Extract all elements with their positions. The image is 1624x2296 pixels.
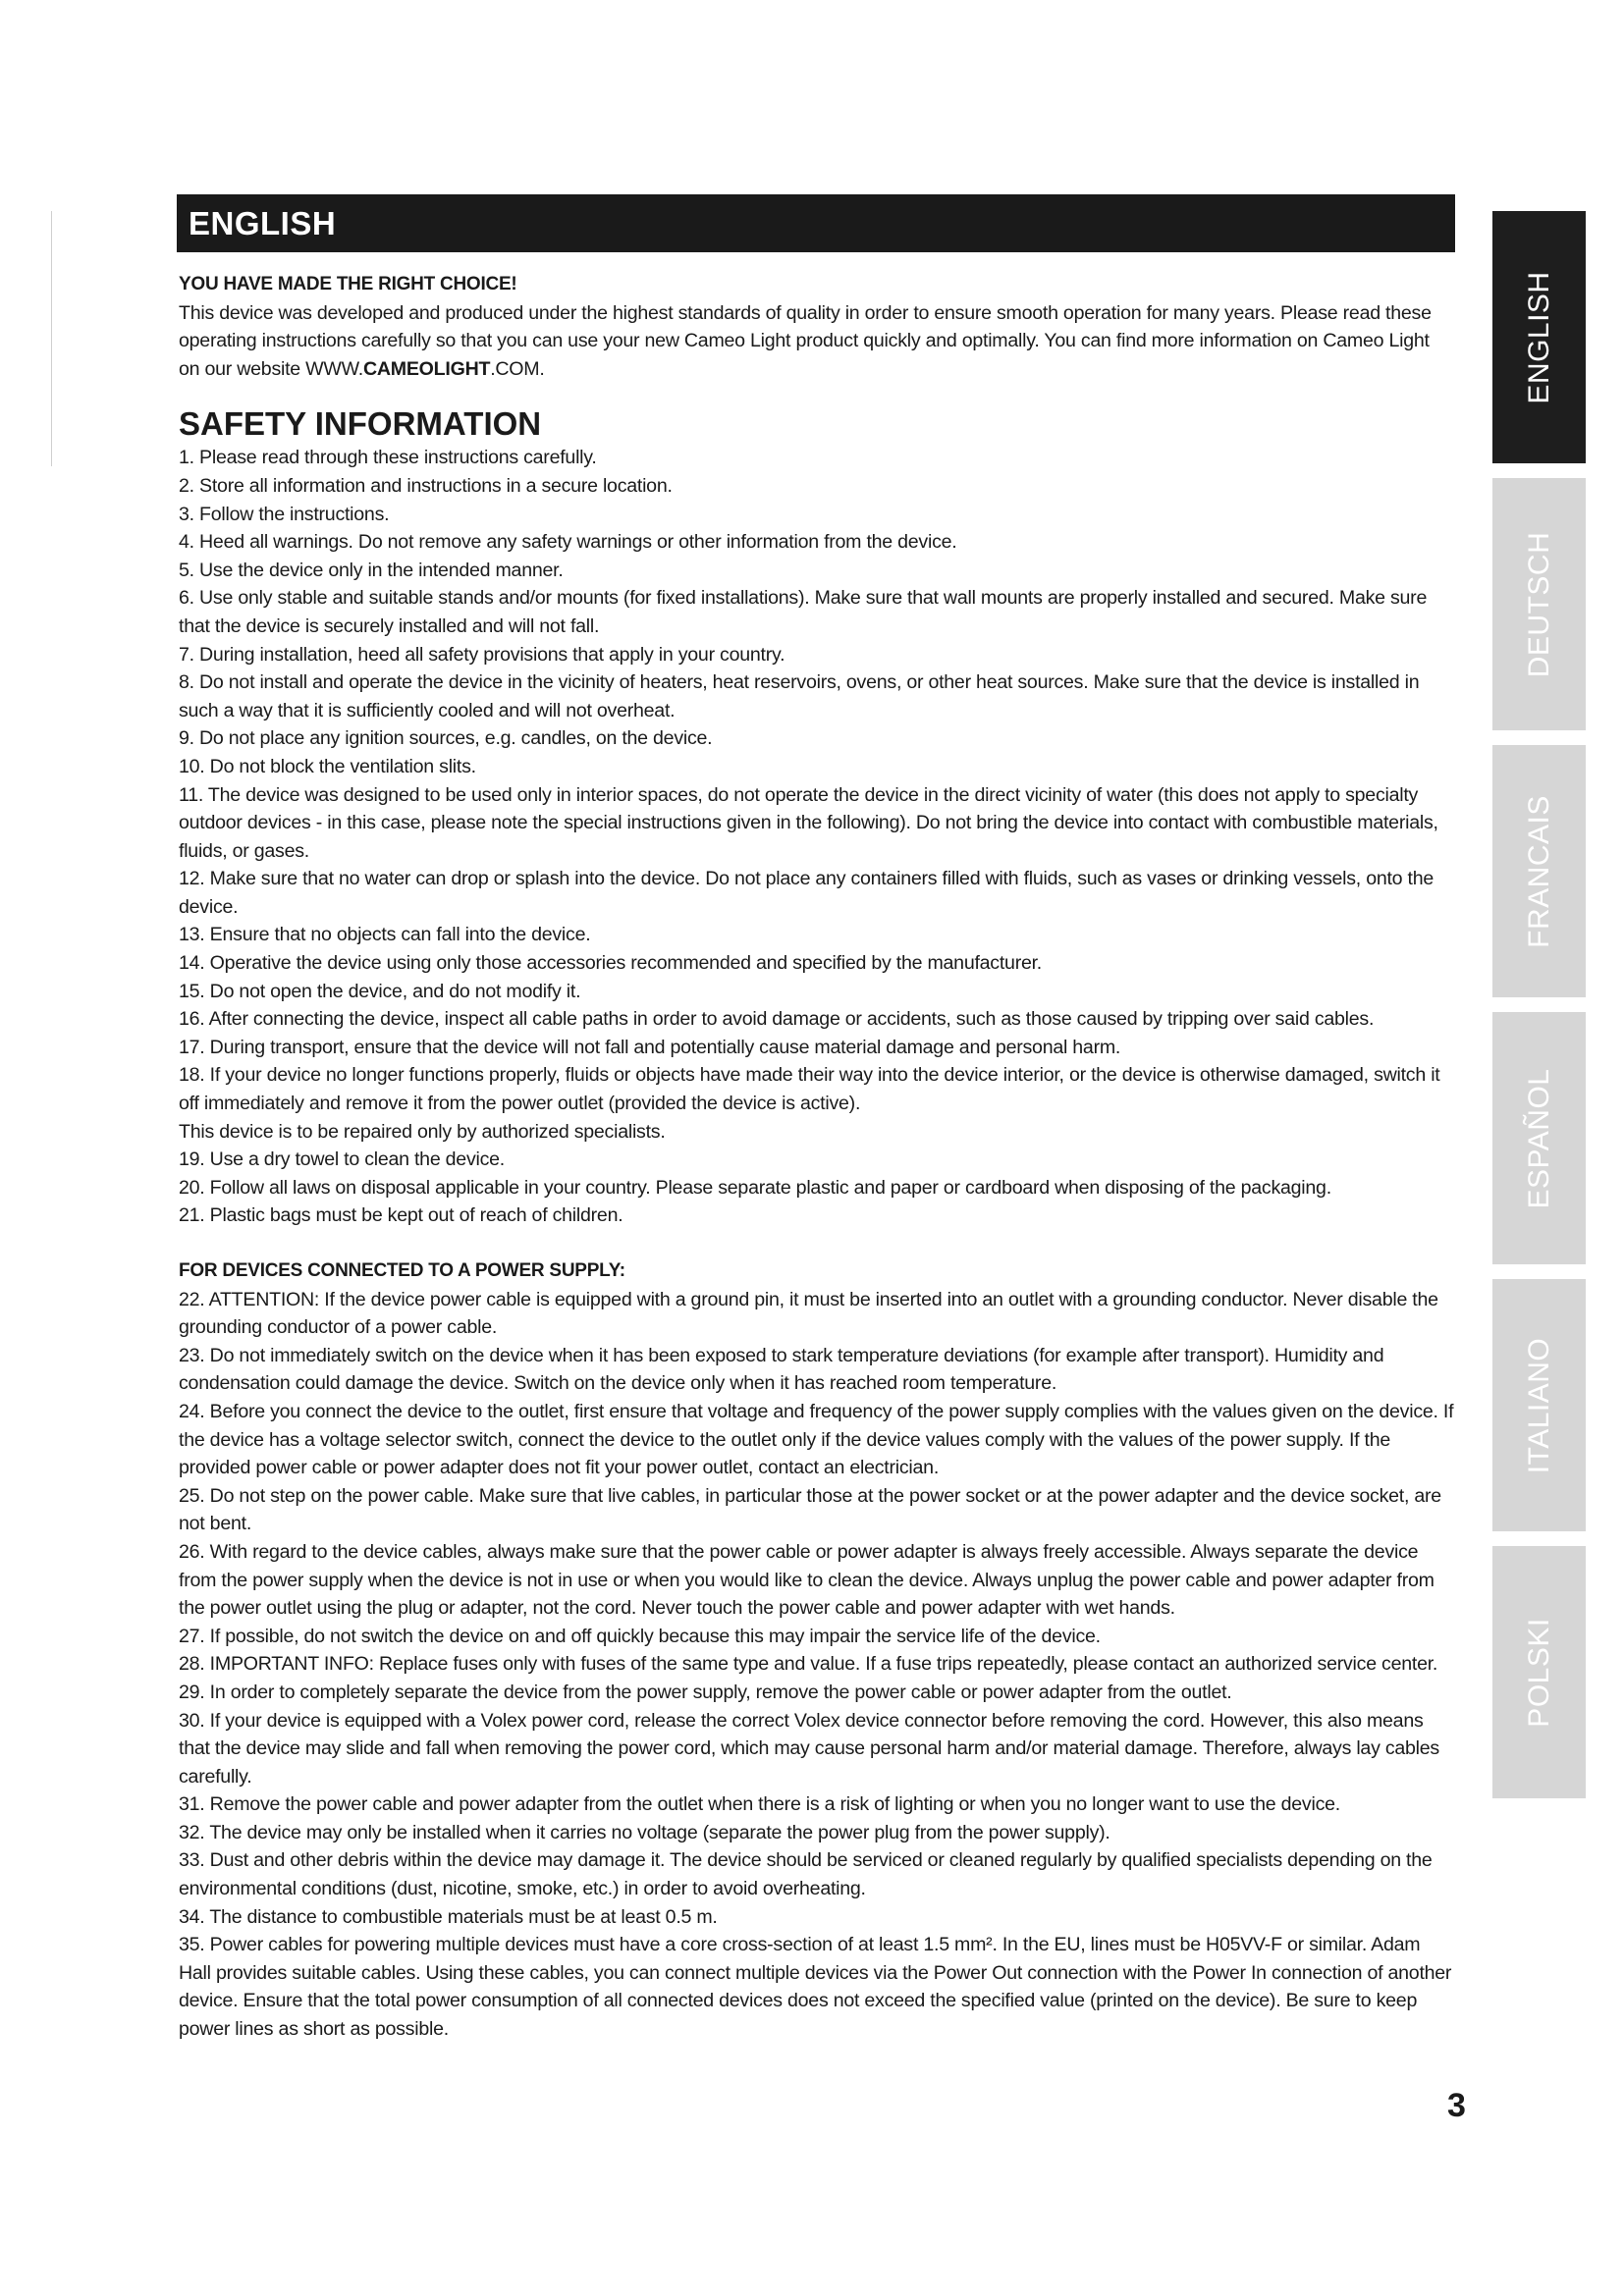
power-item: 32. The device may only be installed when it carries no voltage (separate the power plug from the power supply). — [179, 1821, 1110, 1843]
tab-english-label: ENGLISH — [1522, 270, 1555, 404]
section-gap — [179, 1230, 1455, 1257]
safety-title: SAFETY INFORMATION — [179, 405, 542, 443]
power-heading: FOR DEVICES CONNECTED TO A POWER SUPPLY: — [179, 1260, 625, 1281]
power-item: 35. Power cables for powering multiple devices must have a core cross-section of at least 1.5 mm². In the EU, lines must be H05VV-F or similar. Adam Hall provides suitable cables. Using these cables, you can connect multiple devices via the Power Out connection with the Power In connection of another device. Ensure that the total power consumption of all connected devices does not exceed the specified value (printed on the device). Be sure to keep power lines as short as possible. — [179, 1934, 1452, 2041]
power-item: 34. The distance to combustible materials must be at least 0.5 m. — [179, 1905, 718, 1928]
language-header-title: ENGLISH — [189, 205, 337, 241]
intro-heading: YOU HAVE MADE THE RIGHT CHOICE! — [179, 274, 517, 294]
power-item: 24. Before you connect the device to the outlet, first ensure that voltage and frequency of the power supply complies with the values given on the device. If the device has a voltage selector switch, connect the device to the outlet only if the device values comply with the values of the power supply. If the provided power cable or power adapter does not fit your power outlet, contact an electrician. — [179, 1400, 1454, 1479]
tab-english[interactable] — [1492, 211, 1586, 463]
power-item: 31. Remove the power cable and power adapter from the outlet when there is a risk of lighting or when you no longer want to use the device. — [179, 1793, 1340, 1816]
safety-item: 16. After connecting the device, inspect all cable paths in order to avoid damage or accidents, such as those caused by tripping over said cables. — [179, 1008, 1375, 1031]
safety-item: This device is to be repaired only by authorized specialists. — [179, 1120, 666, 1143]
safety-item: 8. Do not install and operate the device in the vicinity of heaters, heat reservoirs, ovens, or other heat sources. Make sure that the device is installed in such a way that it is sufficiently cooled and will not overheat. — [179, 671, 1420, 721]
safety-item: 4. Heed all warnings. Do not remove any safety warnings or other information from the device. — [179, 531, 957, 554]
safety-item: 15. Do not open the device, and do not modify it. — [179, 980, 581, 1002]
safety-item: 10. Do not block the ventilation slits. — [179, 755, 476, 777]
safety-item: 9. Do not place any ignition sources, e.g. candles, on the device. — [179, 727, 713, 750]
tab-deutsch-label: DEUTSCH — [1522, 531, 1555, 677]
power-item: 25. Do not step on the power cable. Make sure that live cables, in particular those at the power socket or at the power adapter and the device socket, are not bent. — [179, 1484, 1441, 1535]
tab-francais-label: FRANCAIS — [1522, 794, 1555, 948]
power-item: 27. If possible, do not switch the device on and off quickly because this may impair the service life of the device. — [179, 1625, 1101, 1647]
safety-item: 1. Please read through these instructions carefully. — [179, 447, 597, 469]
tab-polski[interactable] — [1492, 1546, 1586, 1798]
safety-item: 14. Operative the device using only those accessories recommended and specified by the manufacturer. — [179, 952, 1043, 975]
power-item: 26. With regard to the device cables, always make sure that the power cable or power adapter is always freely accessible. Always separate the device from the power supply when the device is not in use or when you would like to clean the device. Always unplug the power cable and power adapter from the power outlet using the plug or adapter, not the cord. Never touch the power cable and power adapter with wet hands. — [179, 1540, 1435, 1620]
safety-item: 12. Make sure that no water can drop or splash into the device. Do not place any containers filled with fluids, such as vases or drinking vessels, onto the device. — [179, 868, 1435, 918]
page-number: 3 — [1447, 2087, 1466, 2124]
safety-item: 6. Use only stable and suitable stands and/or mounts (for fixed installations). Make sure that wall mounts are properly installed and secured. Make sure that the device is securely installed and will not fall. — [179, 587, 1428, 637]
page-content — [179, 271, 1455, 2044]
language-header — [177, 194, 1455, 252]
safety-item: 2. Store all information and instructions in a secure location. — [179, 474, 673, 497]
safety-item: 11. The device was designed to be used only in interior spaces, do not operate the device in the direct vicinity of water (this does not apply to specialty outdoor devices - in this case, please note the special instructions given in the following). Do not bring the device into contact with combustible materials, fluids, or gases. — [179, 783, 1438, 862]
power-item: 28. IMPORTANT INFO: Replace fuses only with fuses of the same type and value. If a fuse trips repeatedly, please contact an authorized service center. — [179, 1653, 1438, 1676]
tab-italiano[interactable] — [1492, 1279, 1586, 1531]
safety-item: 19. Use a dry towel to clean the device. — [179, 1148, 505, 1171]
language-tabs — [1492, 211, 1586, 1804]
margin-rule — [51, 211, 52, 466]
tab-espanol[interactable] — [1492, 1012, 1586, 1264]
safety-item: 17. During transport, ensure that the device will not fall and potentially cause material damage and personal harm. — [179, 1036, 1121, 1058]
safety-item: 3. Follow the instructions. — [179, 503, 390, 525]
power-list — [179, 1286, 1455, 2044]
safety-item: 18. If your device no longer functions properly, fluids or objects have made their way into the device interior, or the device is otherwise damaged, switch it off immediately and remove it from the power outlet (provided the device is active). — [179, 1064, 1440, 1115]
safety-item: 20. Follow all laws on disposal applicable in your country. Please separate plastic and paper or cardboard when disposing of the packaging. — [179, 1176, 1331, 1199]
tab-italiano-label: ITALIANO — [1522, 1337, 1555, 1473]
safety-item: 13. Ensure that no objects can fall into the device. — [179, 924, 591, 946]
power-item: 33. Dust and other debris within the device may damage it. The device should be serviced or cleaned regularly by qualified specialists depending on the environmental conditions (dust, nicotine, smoke, etc.) in order to avoid overheating. — [179, 1849, 1433, 1900]
safety-list — [179, 444, 1455, 1230]
power-item: 22. ATTENTION: If the device power cable is equipped with a ground pin, it must be inserted into an outlet with a grounding conductor. Never disable the grounding conductor of a power cable. — [179, 1288, 1438, 1339]
safety-item: 21. Plastic bags must be kept out of reach of children. — [179, 1204, 623, 1227]
tab-francais[interactable] — [1492, 745, 1586, 997]
safety-item: 7. During installation, heed all safety provisions that apply in your country. — [179, 643, 785, 666]
power-item: 29. In order to completely separate the device from the power supply, remove the power cable or power adapter from the outlet. — [179, 1681, 1232, 1703]
intro-text: This device was developed and produced under the highest standards of quality in order to ensure smooth operation for many years. Please read these operating instructions carefully so that you can use your new Cameo Light product quickly and optimally. You can find more information on Cameo Light on our website WWW. — [179, 301, 1432, 380]
intro-brand: CAMEOLIGHT — [362, 357, 491, 380]
power-item: 23. Do not immediately switch on the device when it has been exposed to stark temperature deviations (for example after transport). Humidity and condensation could damage the device. Switch on the device only when it has reached room temperature. — [179, 1344, 1384, 1395]
intro-paragraph — [179, 299, 1455, 384]
intro-suffix: .COM. — [490, 357, 545, 380]
power-item: 30. If your device is equipped with a Volex power cord, release the correct Volex device connector before removing the cord. However, this also means that the device may slide and fall when removing the power cord, which may cause personal harm and/or material damage. Therefore, always lay cables carefully. — [179, 1709, 1439, 1788]
tab-deutsch[interactable] — [1492, 478, 1586, 730]
safety-item: 5. Use the device only in the intended manner. — [179, 559, 564, 581]
tab-espanol-label: ESPAÑOL — [1522, 1068, 1555, 1208]
tab-polski-label: POLSKI — [1522, 1617, 1555, 1728]
